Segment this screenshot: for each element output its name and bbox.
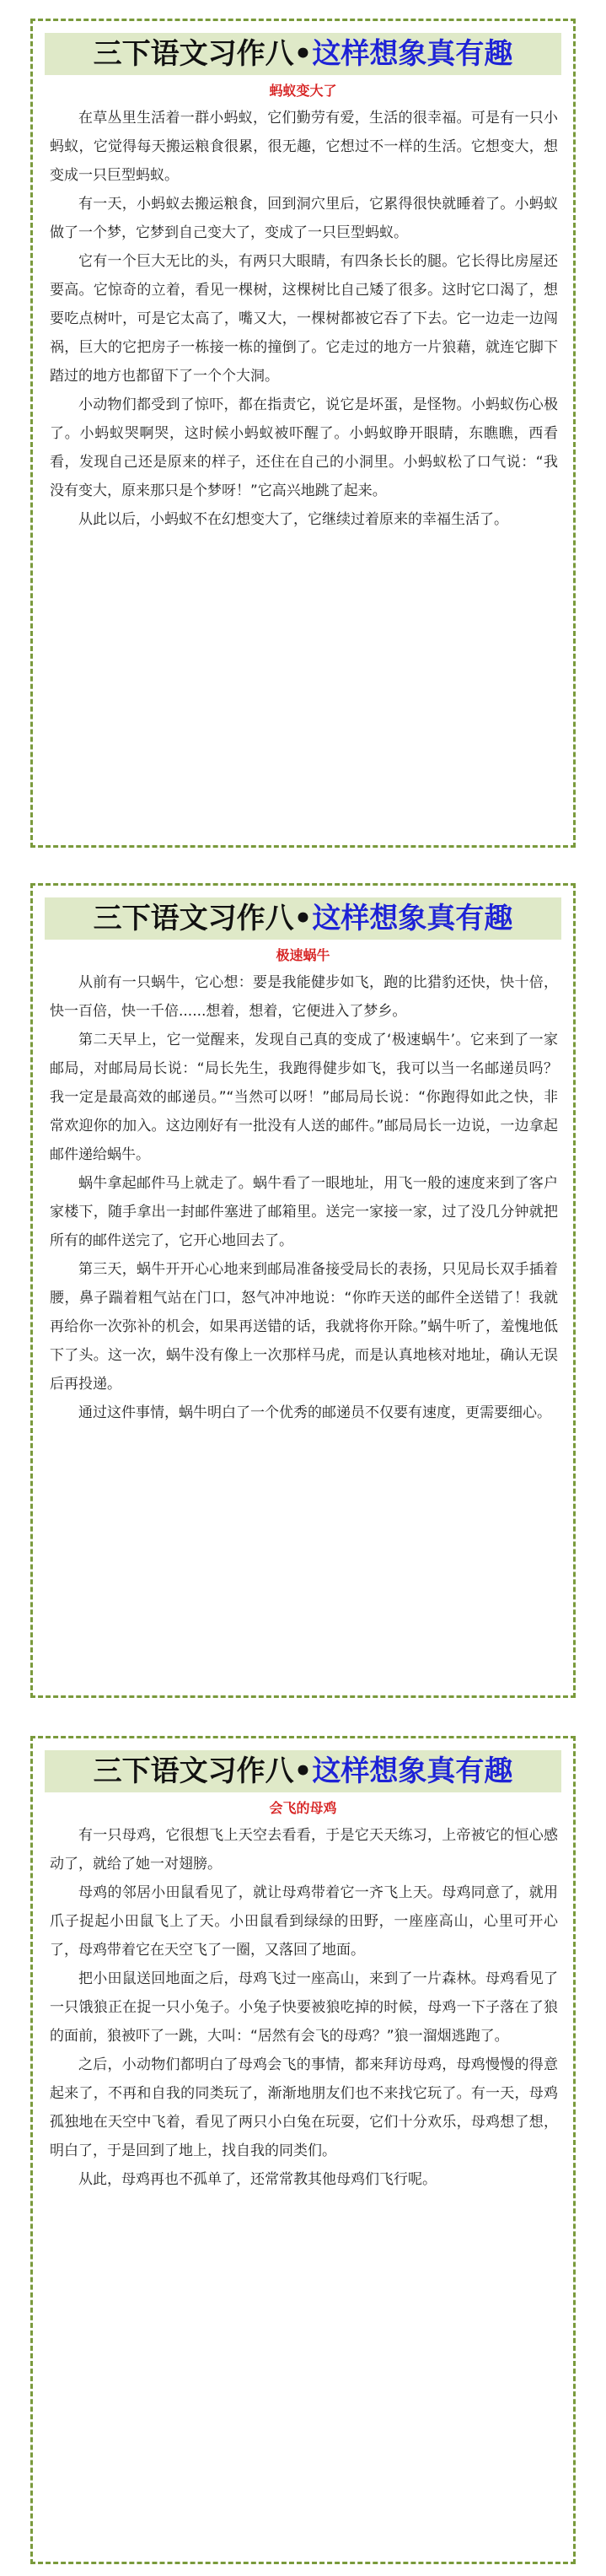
story-body bbox=[50, 968, 558, 1427]
paragraph: 从此以后，小蚂蚁不在幻想变大了，它继续过着原来的幸福生活了。 bbox=[78, 511, 508, 528]
paragraph: 通过这件事情，蜗牛明白了一个优秀的邮递员不仅要有速度，更需要细心。 bbox=[78, 1404, 551, 1421]
banner-title-sub: 这样想象真有趣 bbox=[312, 1754, 513, 1788]
banner-title bbox=[45, 33, 561, 75]
paragraph: 有一只母鸡，它很想飞上天空去看看，于是它天天练习，上帝被它的恒心感动了，就给了她一对翅膀。 bbox=[50, 1827, 558, 1873]
story-title: 极速蜗牛 bbox=[276, 947, 330, 963]
paragraph: 把小田鼠送回地面之后，母鸡飞过一座高山，来到了一片森林。母鸡看见了一只饿狼正在捉一只小兔子。小兔子快要被狼吃掉的时候，母鸡一下子落在了狼的面前，狼被吓了一跳，大叫：“居然有会飞的母鸡？”狼一溜烟逃跑了。 bbox=[50, 1970, 558, 2045]
paragraph: 从此，母鸡再也不孤单了，还常常教其他母鸡们飞行呢。 bbox=[78, 2171, 437, 2188]
story-body bbox=[50, 104, 558, 534]
story-title: 蚂蚁变大了 bbox=[269, 83, 337, 99]
banner-title bbox=[45, 1750, 561, 1792]
paragraph: 小动物们都受到了惊吓，都在指责它，说它是坏蛋，是怪物。小蚂蚁伤心极了。小蚂蚁哭啊哭，这时候小蚂蚁被吓醒了。小蚂蚁睁开眼睛，东瞧瞧，西看看，发现自己还是原来的样子，还住在自己的小洞里。小蚂蚁松了口气说：“我没有变大，原来那只是个梦呀！”它高兴地跳了起来。 bbox=[50, 396, 558, 499]
story-card bbox=[30, 19, 576, 848]
paragraph: 母鸡的邻居小田鼠看见了，就让母鸡带着它一齐飞上天。母鸡同意了，就用爪子捉起小田鼠飞上了天。小田鼠看到绿绿的田野，一座座高山，心里可开心了，母鸡带着它在天空飞了一圈，又落回了地面。 bbox=[50, 1884, 558, 1959]
banner-title-main: 三下语文习作八• bbox=[93, 902, 313, 935]
paragraph: 有一天，小蚂蚁去搬运粮食，回到洞穴里后，它累得很快就睡着了。小蚂蚁做了一个梦，它梦到自己变大了，变成了一只巨型蚂蚁。 bbox=[50, 196, 558, 241]
paragraph: 第三天，蜗牛开开心心地来到邮局准备接受局长的表扬，只见局长双手插着腰，鼻子踹着粗气站在门口，怒气冲冲地说：“你昨天送的邮件全送错了！我就再给你一次弥补的机会，如果再送错的话，我就将你开除。”蜗牛听了，羞愧地低下了头。这一次，蜗牛没有像上一次那样马虎，而是认真地核对地址，确认无误后再投递。 bbox=[50, 1261, 558, 1393]
paragraph: 第二天早上，它一觉醒来，发现自己真的变成了‘极速蜗牛’。它来到了一家邮局，对邮局局长说：“局长先生，我跑得健步如飞，我可以当一名邮递员吗？我一定是最高效的邮递员。”“当然可以呀！”邮局局长说：“你跑得如此之快，非常欢迎你的加入。这边刚好有一批没有人送的邮件。”邮局局长一边说，一边拿起邮件递给蜗牛。 bbox=[50, 1032, 558, 1163]
paragraph: 它有一个巨大无比的头，有两只大眼睛，有四条长长的腿。它长得比房屋还要高。它惊奇的立着，看见一棵树，这棵树比自己矮了很多。这时它口渴了，想要吃点树叶，可是它太高了，嘴又大，一棵树都被它吞了下去。它一边走一边闯祸，巨大的它把房子一栋接一栋的撞倒了。它走过的地方一片狼藉，就连它脚下踏过的地方也都留下了一个个大洞。 bbox=[50, 253, 558, 385]
story-body bbox=[50, 1821, 558, 2194]
banner-title-main: 三下语文习作八• bbox=[93, 1754, 313, 1788]
story-card bbox=[30, 1736, 576, 2564]
paragraph: 之后，小动物们都明白了母鸡会飞的事情，都来拜访母鸡，母鸡慢慢的得意起来了，不再和自我的同类玩了，渐渐地朋友们也不来找它玩了。有一天，母鸡孤独地在天空中飞着，看见了两只小白兔在玩耍，它们十分欢乐，母鸡想了想，明白了，于是回到了地上，找自我的同类们。 bbox=[50, 2056, 558, 2159]
banner-title-sub: 这样想象真有趣 bbox=[312, 902, 513, 935]
banner-title-main: 三下语文习作八• bbox=[93, 37, 313, 71]
banner-title bbox=[45, 897, 561, 940]
paragraph: 蜗牛拿起邮件马上就走了。蜗牛看了一眼地址，用飞一般的速度来到了客户家楼下，随手拿出一封邮件塞进了邮箱里。送完一家接一家，过了没几分钟就把所有的邮件送完了，它开心地回去了。 bbox=[50, 1175, 558, 1249]
paragraph: 在草丛里生活着一群小蚂蚁，它们勤劳有爱，生活的很幸福。可是有一只小蚂蚁，它觉得每天搬运粮食很累，很无趣，它想过不一样的生活。它想变大，想变成一只巨型蚂蚁。 bbox=[50, 110, 558, 184]
paragraph: 从前有一只蜗牛，它心想：要是我能健步如飞，跑的比猎豹还快，快十倍，快一百倍，快一千倍......想着，想着，它便进入了梦乡。 bbox=[50, 974, 558, 1020]
banner-title-sub: 这样想象真有趣 bbox=[312, 37, 513, 71]
story-card bbox=[30, 883, 576, 1698]
story-title: 会飞的母鸡 bbox=[269, 1800, 337, 1816]
